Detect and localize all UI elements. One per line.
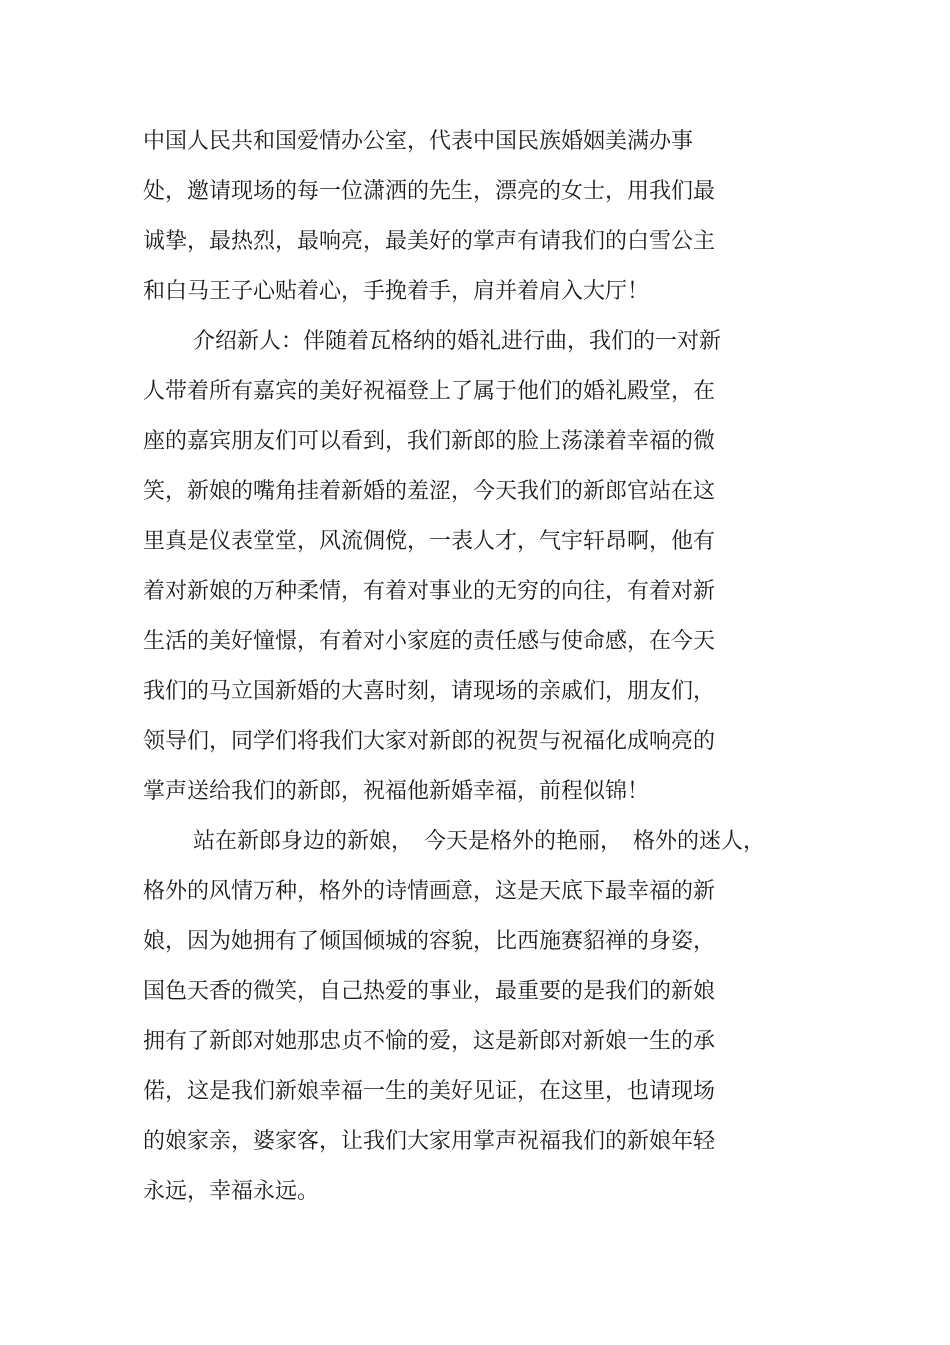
text-line: 站在新郎身边的新娘， 今天是格外的艳丽， 格外的迷人， (193, 829, 766, 854)
text-line: 里真是仪表堂堂，风流倜傥，一表人才，气宇轩昂啊，他有 (143, 529, 716, 554)
text-line: 的娘家亲，婆家客，让我们大家用掌声祝福我们的新娘年轻 (143, 1129, 716, 1154)
text-line: 笑，新娘的嘴角挂着新婚的羞涩，今天我们的新郎官站在这 (143, 479, 716, 504)
text-line: 娘，因为她拥有了倾国倾城的容貌，比西施赛貂禅的身姿， (143, 929, 716, 954)
text-line: 我们的马立国新婚的大喜时刻，请现场的亲戚们，朋友们， (143, 679, 716, 704)
text-line: 永远，幸福永远。 (143, 1179, 320, 1204)
text-line: 掌声送给我们的新郎，祝福他新婚幸福，前程似锦！ (143, 779, 650, 804)
text-line: 中国人民共和国爱情办公室，代表中国民族婚姻美满办事 (143, 129, 694, 154)
text-line: 格外的风情万种，格外的诗情画意，这是天底下最幸福的新 (143, 879, 716, 904)
text-line: 座的嘉宾朋友们可以看到，我们新郎的脸上荡漾着幸福的微 (143, 429, 716, 454)
text-line: 处，邀请现场的每一位潇洒的先生，漂亮的女士，用我们最 (143, 179, 716, 204)
text-line: 国色天香的微笑，自己热爱的事业，最重要的是我们的新娘 (143, 979, 716, 1004)
text-line: 和白马王子心贴着心，手挽着手，肩并着肩入大厅！ (143, 279, 650, 304)
text-line: 生活的美好憧憬，有着对小家庭的责任感与使命感，在今天 (143, 629, 716, 654)
text-line: 人带着所有嘉宾的美好祝福登上了属于他们的婚礼殿堂，在 (143, 379, 716, 404)
text-line: 介绍新人：伴随着瓦格纳的婚礼进行曲，我们的一对新 (193, 329, 722, 354)
text-line: 领导们，同学们将我们大家对新郎的祝贺与祝福化成响亮的 (143, 729, 716, 754)
text-line: 诚挚，最热烈，最响亮，最美好的掌声有请我们的白雪公主 (143, 229, 716, 254)
text-line: 偌，这是我们新娘幸福一生的美好见证，在这里，也请现场 (143, 1079, 716, 1104)
text-line: 着对新娘的万种柔情，有着对事业的无穷的向往，有着对新 (143, 579, 716, 604)
text-line: 拥有了新郎对她那忠贞不愉的爱，这是新郎对新娘一生的承 (143, 1029, 716, 1054)
